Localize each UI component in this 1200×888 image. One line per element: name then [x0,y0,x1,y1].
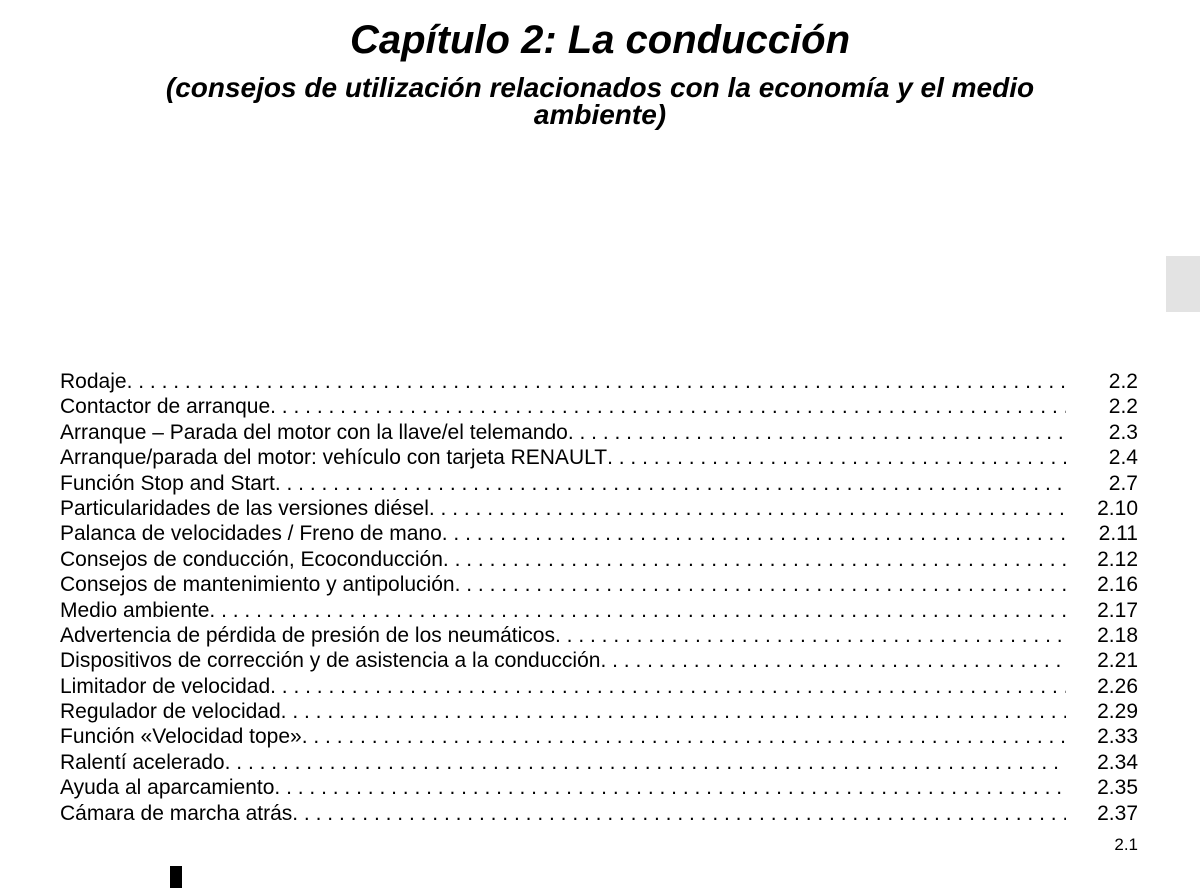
toc-dot-leader [270,394,1066,419]
toc-entry[interactable] [60,547,1138,572]
toc-entry-label: Regulador de velocidad [60,700,281,724]
toc-entry-page: 2.17 [1097,598,1138,622]
margin-crop-mark [170,866,182,888]
toc-entry-page: 2.10 [1097,496,1138,520]
toc-dot-leader [225,750,1066,775]
toc-dot-leader [302,724,1066,749]
toc-entry-page: 2.34 [1097,750,1138,774]
toc-entry[interactable] [60,775,1138,800]
toc-entry-page: 2.26 [1097,674,1138,698]
toc-entry-label: Particularidades de las versiones diésel [60,496,429,520]
toc-entry-page: 2.7 [1108,471,1138,495]
toc-entry-label: Ralentí acelerado [60,750,225,774]
toc-entry-page: 2.37 [1097,801,1138,825]
toc-dot-leader [209,598,1066,623]
toc-entry[interactable] [60,521,1138,546]
toc-entry[interactable] [60,445,1138,470]
toc-entry-label: Limitador de velocidad [60,674,271,698]
toc-dot-leader [281,699,1066,724]
chapter-subtitle: (consejos de utilización relacionados con la economía y el medio ambiente) [165,72,1035,130]
toc-entry-label: Palanca de velocidades / Freno de mano [60,522,442,546]
toc-dot-leader [455,572,1066,597]
table-of-contents [60,369,1138,826]
toc-entry-label: Arranque/parada del motor: vehículo con tarjeta RENAULT [60,446,608,470]
toc-entry-page: 2.29 [1097,700,1138,724]
toc-entry[interactable] [60,750,1138,775]
toc-entry-label: Ayuda al aparcamiento [60,776,275,800]
page-number: 2.1 [1114,835,1138,854]
toc-entry-page: 2.21 [1097,649,1138,673]
toc-dot-leader [274,775,1066,800]
toc-dot-leader [270,674,1066,699]
toc-entry-label: Cámara de marcha atrás [60,801,293,825]
toc-entry-label: Consejos de mantenimiento y antipolución [60,573,455,597]
toc-entry-label: Rodaje [60,370,127,393]
toc-entry-label: Advertencia de pérdida de presión de los neumáticos [60,623,555,647]
toc-dot-leader [292,801,1066,826]
toc-entry[interactable] [60,471,1138,496]
toc-entry[interactable] [60,496,1138,521]
toc-entry-label: Función Stop and Start [60,471,275,495]
chapter-title: Capítulo 2: La conducción [349,18,851,62]
toc-dot-leader [555,623,1066,648]
toc-entry-page: 2.2 [1108,370,1138,393]
toc-dot-leader [127,369,1066,394]
toc-entry[interactable] [60,369,1138,394]
toc-dot-leader [275,471,1066,496]
toc-entry-label: Contactor de arranque [60,395,271,419]
toc-entry-page: 2.16 [1097,573,1138,597]
toc-entry-page: 2.12 [1097,547,1138,571]
toc-entry[interactable] [60,420,1138,445]
toc-dot-leader [568,420,1066,445]
toc-entry-label: Consejos de conducción, Ecoconducción [60,547,443,571]
toc-entry-label: Dispositivos de corrección y de asistencia a la conducción [60,649,601,673]
toc-entry-label: Función «Velocidad tope» [60,725,302,749]
toc-entry[interactable] [60,623,1138,648]
toc-dot-leader [600,648,1066,673]
toc-entry-page: 2.2 [1108,395,1138,419]
toc-entry-page: 2.18 [1097,623,1138,647]
toc-dot-leader [429,496,1066,521]
toc-entry[interactable] [60,699,1138,724]
toc-entry-label: Medio ambiente [60,598,210,622]
chapter-side-tab [1166,256,1200,312]
toc-entry-page: 2.35 [1097,776,1138,800]
toc-entry[interactable] [60,598,1138,623]
toc-entry[interactable] [60,572,1138,597]
toc-entry[interactable] [60,674,1138,699]
toc-entry[interactable] [60,724,1138,749]
toc-entry-page: 2.11 [1098,522,1138,546]
toc-entry-page: 2.4 [1108,446,1138,470]
toc-entry[interactable] [60,394,1138,419]
toc-entry[interactable] [60,801,1138,826]
toc-entry-page: 2.33 [1097,725,1138,749]
toc-entry-label: Arranque – Parada del motor con la llave/el telemando [60,420,568,444]
toc-dot-leader [443,547,1066,572]
toc-entry[interactable] [60,648,1138,673]
toc-entry-page: 2.3 [1108,420,1138,444]
toc-dot-leader [607,445,1066,470]
toc-dot-leader [442,521,1066,546]
